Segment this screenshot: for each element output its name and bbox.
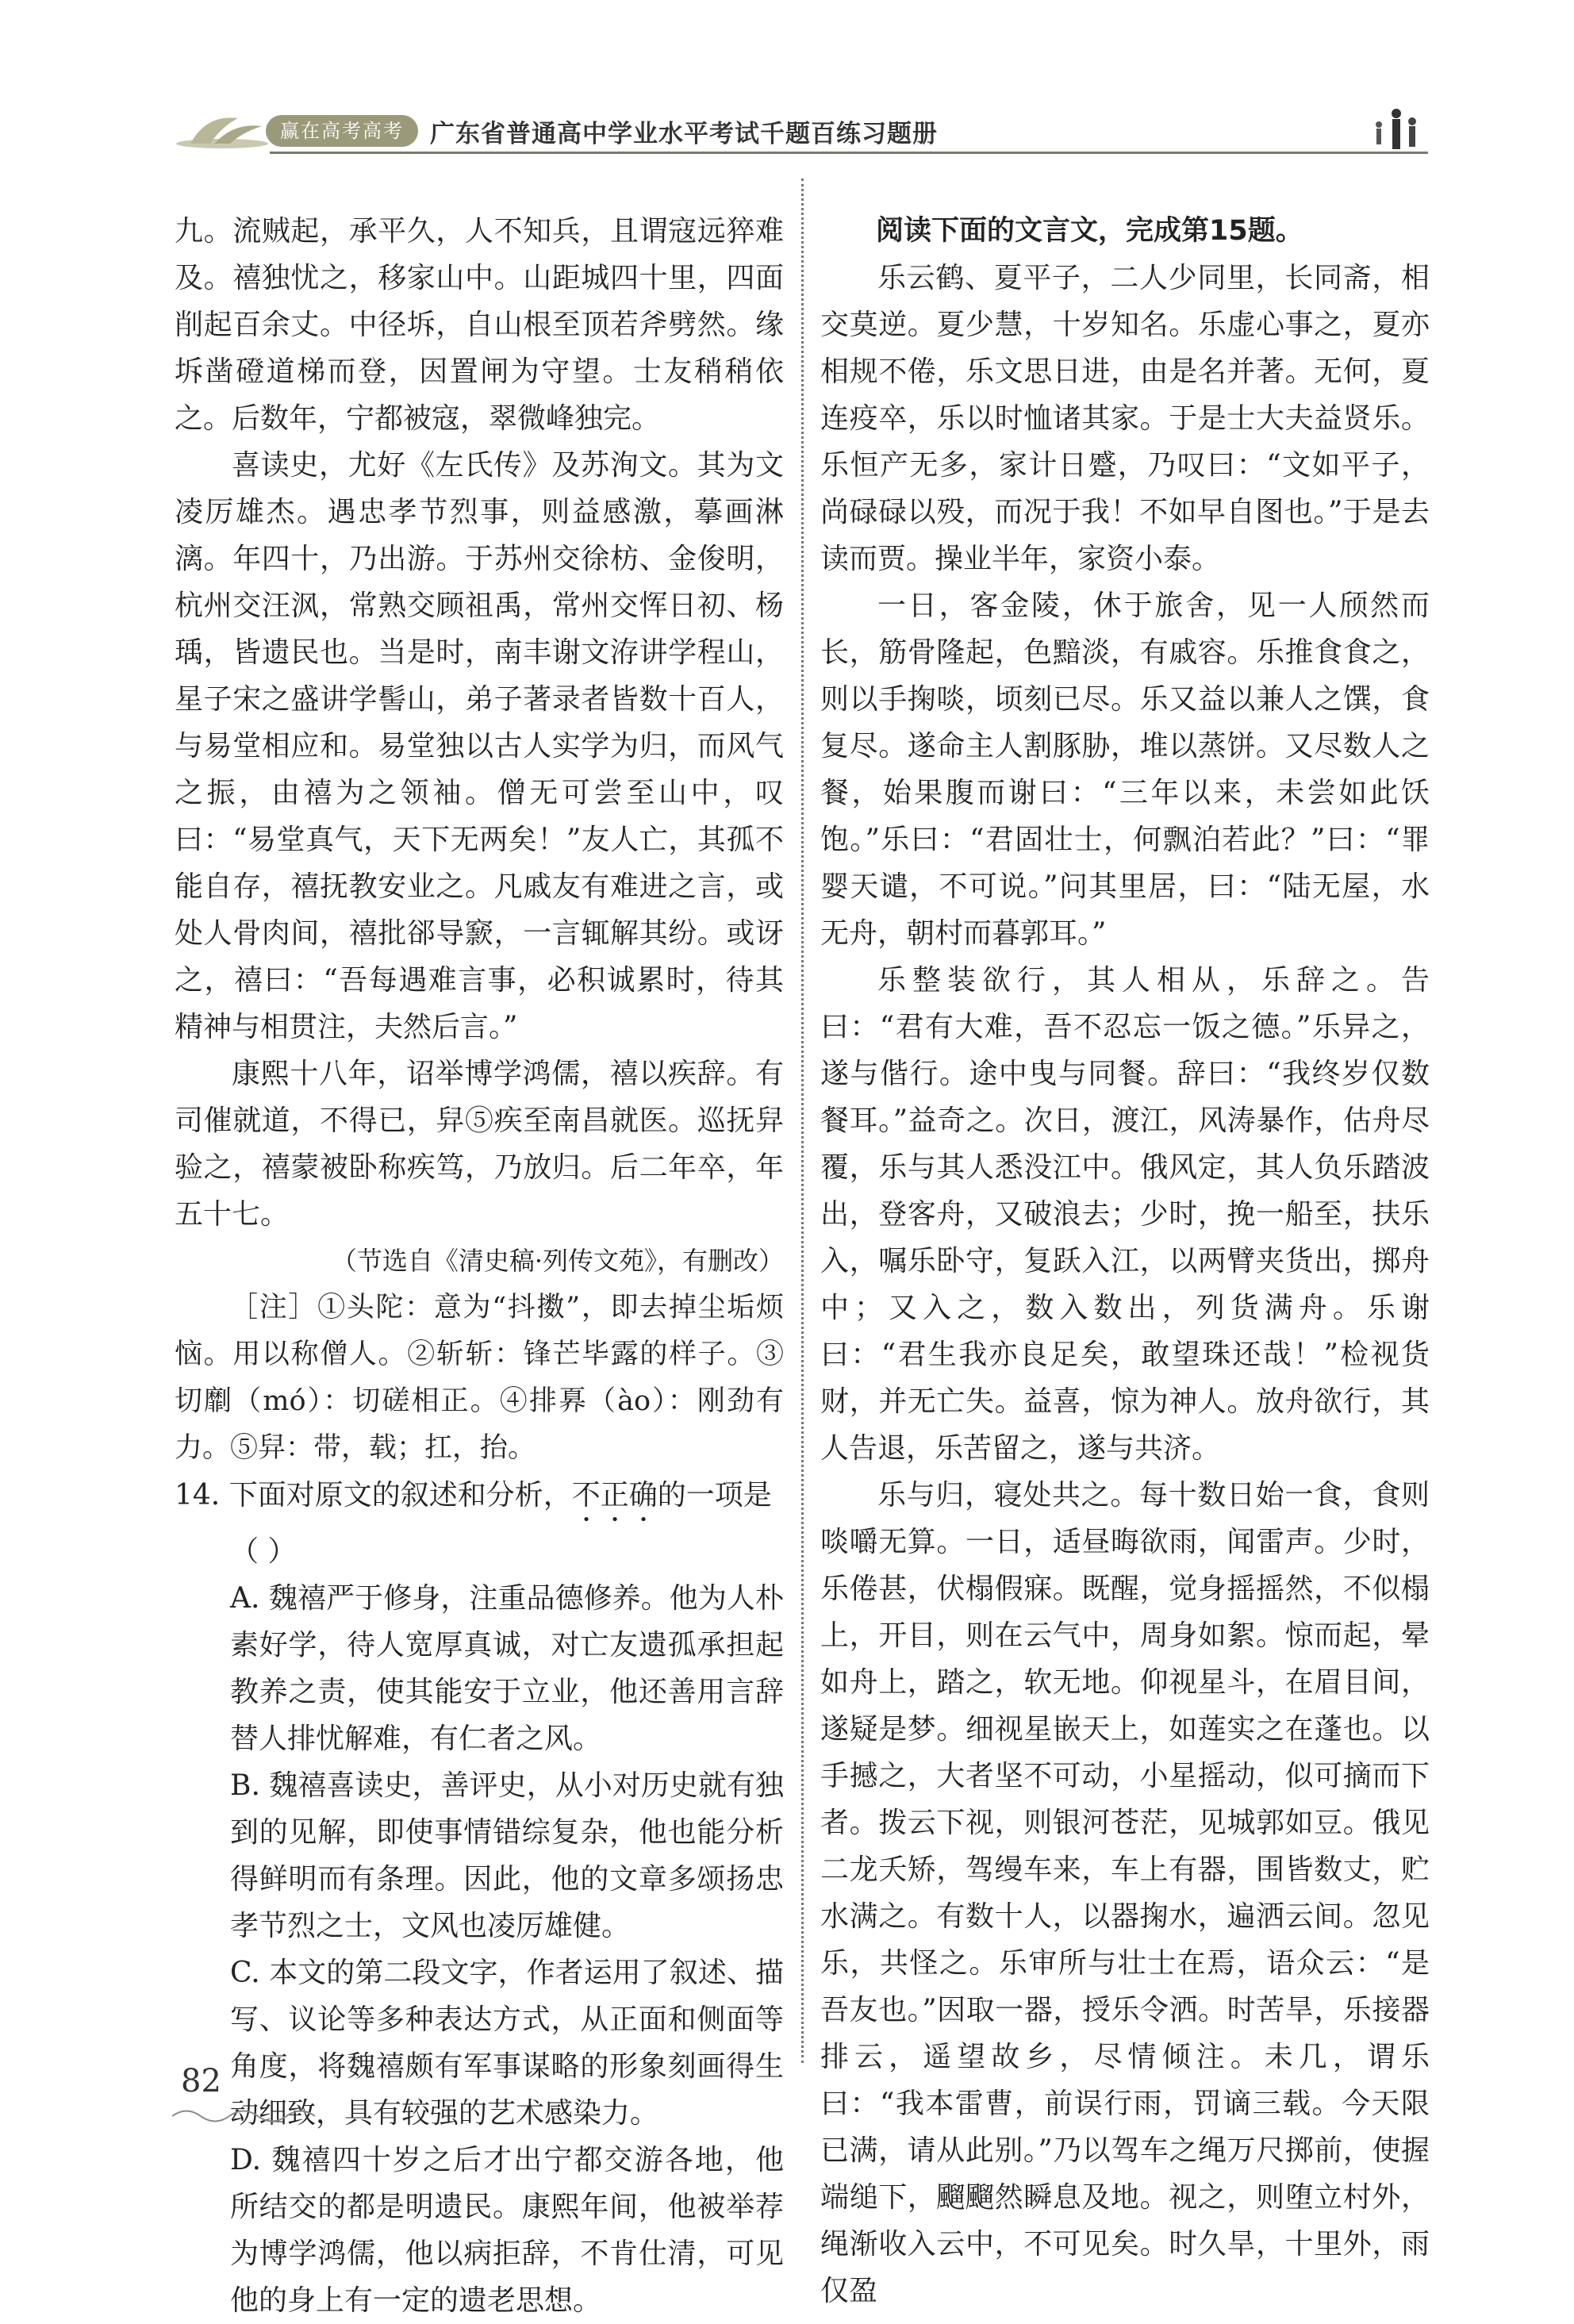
story-paragraph-1: 乐云鹤、夏平子，二人少同里，长同斋，相交莫逆。夏少慧，十岁知名。乐虚心事之，夏亦相规不倦，乐文思日进，由是名并著。无何，夏连疫卒，乐以时恤诸其家。于是士大夫益贤乐。乐恒产无多，家计日蹙，乃叹曰：“文如平子，尚碌碌以殁，而况于我！不如早自图也。”于是去读而贾。操业半年，家资小泰。 (820, 262, 1430, 575)
series-badge: 赢在高考高考 (266, 115, 418, 147)
leaf-ornament-icon (175, 110, 270, 150)
option-d: D. 魏禧四十岁之后才出宁都交游各地，他所结交的都是明遗民。康熙年间，他被举荐为博学鸿儒，他以病拒辞，不肯仕清，可见他的身上有一定的遗老思想。 (230, 2144, 784, 2317)
answer-bracket: （ ） (230, 1535, 297, 1568)
reading-instruction: 阅读下面的文言文，完成第15题。 (876, 215, 1303, 247)
page-number: 82 (181, 2063, 221, 2099)
passage-paragraph-3: 康熙十八年，诏举博学鸿儒，禧以疾辞。有司催就道，不得已，舁⑤疾至南昌就医。巡抚舁验之，禧蒙被卧称疾笃，乃放归。后二年卒，年五十七。 (175, 1058, 784, 1231)
family-silhouette-icon (1365, 107, 1428, 152)
left-column (175, 208, 784, 2324)
question-14-emphasis: 不正确 (571, 1479, 658, 1512)
header-rule (270, 152, 1428, 154)
question-14-stem: 14. 下面对原文的叙述和分析， (175, 1479, 572, 1512)
question-14 (175, 1472, 784, 1528)
annotation-notes: ［注］①头陀：意为“抖擞”，即去掉尘垢烦恼。用以称僧人。②斩斩：锋芒毕露的样子。③切劘（mó）：切磋相正。④排奡（ào）：刚劲有力。⑤舁：带，载；扛，抬。 (175, 1292, 784, 1464)
story-paragraph-2: 一日，客金陵，休于旅舍，见一人颀然而长，筋骨隆起，色黯淡，有戚容。乐推食食之，则以手掬啖，顷刻已尽。乐又益以兼人之馔，食复尽。遂命主人割豚胁，堆以蒸饼。又尽数人之餐，始果腹而谢曰：“三年以来，未尝如此饫饱。”乐曰：“君固壮士，何飘泊若此？”曰：“罪婴天谴，不可说。”问其里居，曰：“陆无屋，水无舟，朝村而暮郭耳。” (820, 590, 1430, 950)
passage-source: （节选自《清史稿·列传文苑》，有删改） (331, 1246, 784, 1276)
question-14-stem-end: 的一项是 (657, 1479, 772, 1512)
right-column (820, 208, 1430, 2314)
story-paragraph-4: 乐与归，寝处共之。每十数日始一食，食则啖嚼无算。一日，适昼晦欲雨，闻雷声。少时，乐倦甚，伏榻假寐。既醒，觉身摇摇然，不似榻上，开目，则在云气中，周身如絮。惊而起，晕如舟上，踏之，软无地。仰视星斗，在眉目间，遂疑是梦。细视星嵌天上，如莲实之在蓬也。以手撼之，大者坚不可动，小星摇动，似可摘而下者。拨云下视，则银河苍茫，见城郭如豆。俄见二龙夭矫，驾缦车来，车上有器，围皆数丈，贮水满之。有数十人，以器掬水，遍洒云间。忽见乐，共怪之。乐审所与壮士在焉，语众云：“是吾友也。”因取一器，授乐令洒。时苦旱，乐接器排云，遥望故乡，尽情倾注。未几，谓乐曰：“我本雷曹，前误行雨，罚谪三载。今天限已满，请从此别。”乃以驾车之绳万尺掷前，使握端缒下，飀飀然瞬息及地。视之，则堕立村外，绳渐收入云中，不可见矣。时久旱，十里外，雨仅盈 (820, 1479, 1430, 2307)
wave-ornament-icon (171, 2104, 329, 2128)
book-title: 广东省普通高中学业水平考试千题百练习题册 (430, 120, 938, 148)
page-header (175, 107, 1428, 155)
story-paragraph-3: 乐整装欲行，其人相从，乐辞之。告曰：“君有大难，吾不忍忘一饭之德。”乐异之，遂与偕行。途中曳与同餐。辞曰：“我终岁仅数餐耳。”益奇之。次日，渡江，风涛暴作，估舟尽覆，乐与其人悉没江中。俄风定，其人负乐踏波出，登客舟，又破浪去；少时，挽一船至，扶乐入，嘱乐卧守，复跃入江，以两臂夹货出，掷舟中；又入之，数入数出，列货满舟。乐谢曰：“君生我亦良足矣，敢望珠还哉！”检视货财，并无亡失。益喜，惊为神人。放舟欲行，其人告退，乐苦留之，遂与共济。 (820, 964, 1430, 1465)
option-a: A. 魏禧严于修身，注重品德修养。他为人朴素好学，待人宽厚真诚，对亡友遗孤承担起教养之责，使其能安于立业，他还善用言辞替人排忧解难，有仁者之风。 (230, 1582, 784, 1755)
option-b: B. 魏禧喜读史，善评史，从小对历史就有独到的见解，即使事情错综复杂，他也能分析得鲜明而有条理。因此，他的文章多颂扬忠孝节烈之士，文风也凌厉雄健。 (230, 1769, 784, 1942)
passage-paragraph-1: 九。流贼起，承平久，人不知兵，且谓寇远猝难及。禧独忧之，移家山中。山距城四十里，四面削起百余丈。中径坼，自山根至顶若斧劈然。缘坼凿磴道梯而登，因置闸为守望。士友稍稍依之。后数年，宁都被寇，翠微峰独完。 (175, 215, 784, 435)
column-divider (801, 179, 804, 2063)
option-c: C. 本文的第二段文字，作者运用了叙述、描写、议论等多种表达方式，从正面和侧面等角度，将魏禧颇有军事谋略的形象刻画得生动细致，具有较强的艺术感染力。 (230, 1957, 784, 2130)
passage-paragraph-2: 喜读史，尤好《左氏传》及苏洵文。其为文凌厉雄杰。遇忠孝节烈事，则益感激，摹画淋漓。年四十，乃出游。于苏州交徐枋、金俊明，杭州交汪沨，常熟交顾祖禹，常州交恽日初、杨瑀，皆遗民也。当是时，南丰谢文洊讲学程山，星子宋之盛讲学髻山，弟子著录者皆数十百人，与易堂相应和。易堂独以古人实学为归，而风气之振，由禧为之领袖。僧无可尝至山中，叹曰：“易堂真气，天下无两矣！”友人亡，其孤不能自存，禧抚教安业之。凡戚友有难进之言，或处人骨肉间，禧批郤导窾，一言辄解其纷。或讶之，禧曰：“吾每遇难言事，必积诚累时，待其精神与相贯注，夫然后言。” (175, 449, 784, 1043)
